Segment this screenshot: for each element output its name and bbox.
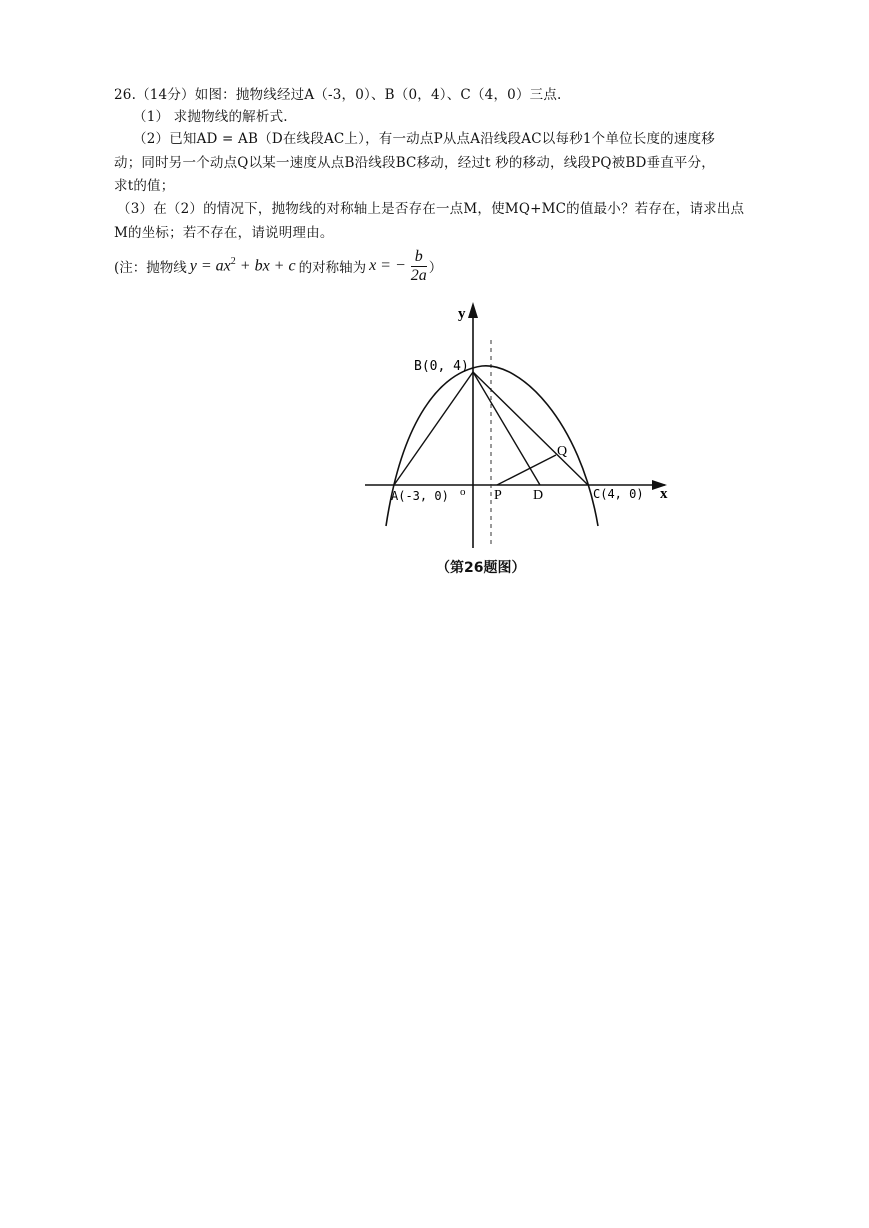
note-prefix: (注：抛物线 [114,260,187,276]
point-P-label: P [494,488,502,503]
point-Q-label: Q [557,444,568,459]
point-B-label: B(0, 4) [414,359,469,374]
problem-header: 26.（14分）如图：抛物线经过A（-3，0）、B（0，4）、C（4，0）三点. [114,87,562,103]
problem-part-2-line-2: 动；同时另一个动点Q以某一速度从点B沿线段BC移动，经过t 秒的移动，线段PQ被BD垂直平分， [114,155,715,171]
segment-PQ [497,455,556,485]
axis-x-label: x [660,486,668,502]
formula-rest: + bx + c [235,257,296,275]
point-C-label: C(4, 0) [593,487,644,501]
axis-formula-x: x = − [369,257,406,274]
problem-part-1: （1） 求抛物线的解析式. [133,109,288,125]
note-suffix: ） [428,260,443,276]
axis-y-label: y [458,306,466,322]
fraction-denominator: 2a [410,266,427,284]
figure-caption: （第26题图） [436,560,526,576]
problem-part-2-line-1: （2）已知AD = AB（D在线段AC上），有一动点P从点A沿线段AC以每秒1个单位长度的速度移 [133,131,715,147]
problem-part-3-line-1: （3）在（2）的情况下，抛物线的对称轴上是否存在一点M，使MQ+MC的值最小？若存在，请求出点 [117,201,745,217]
fraction-numerator: b [411,248,427,267]
point-A-label: A(-3, 0) [391,489,449,503]
parabola-figure [0,0,869,600]
origin-label: o [460,486,466,498]
problem-part-3-line-2: M的坐标；若不存在，请说明理由。 [114,225,334,241]
formula-y-part: y = ax [189,257,231,275]
segment-AB [394,372,473,485]
y-axis-arrow [468,302,478,318]
note-middle: 的对称轴为 [298,260,367,276]
problem-part-2-line-3: 求t的值； [114,178,175,194]
formula-exponent: 2 [230,256,236,268]
point-D-label: D [533,488,544,503]
